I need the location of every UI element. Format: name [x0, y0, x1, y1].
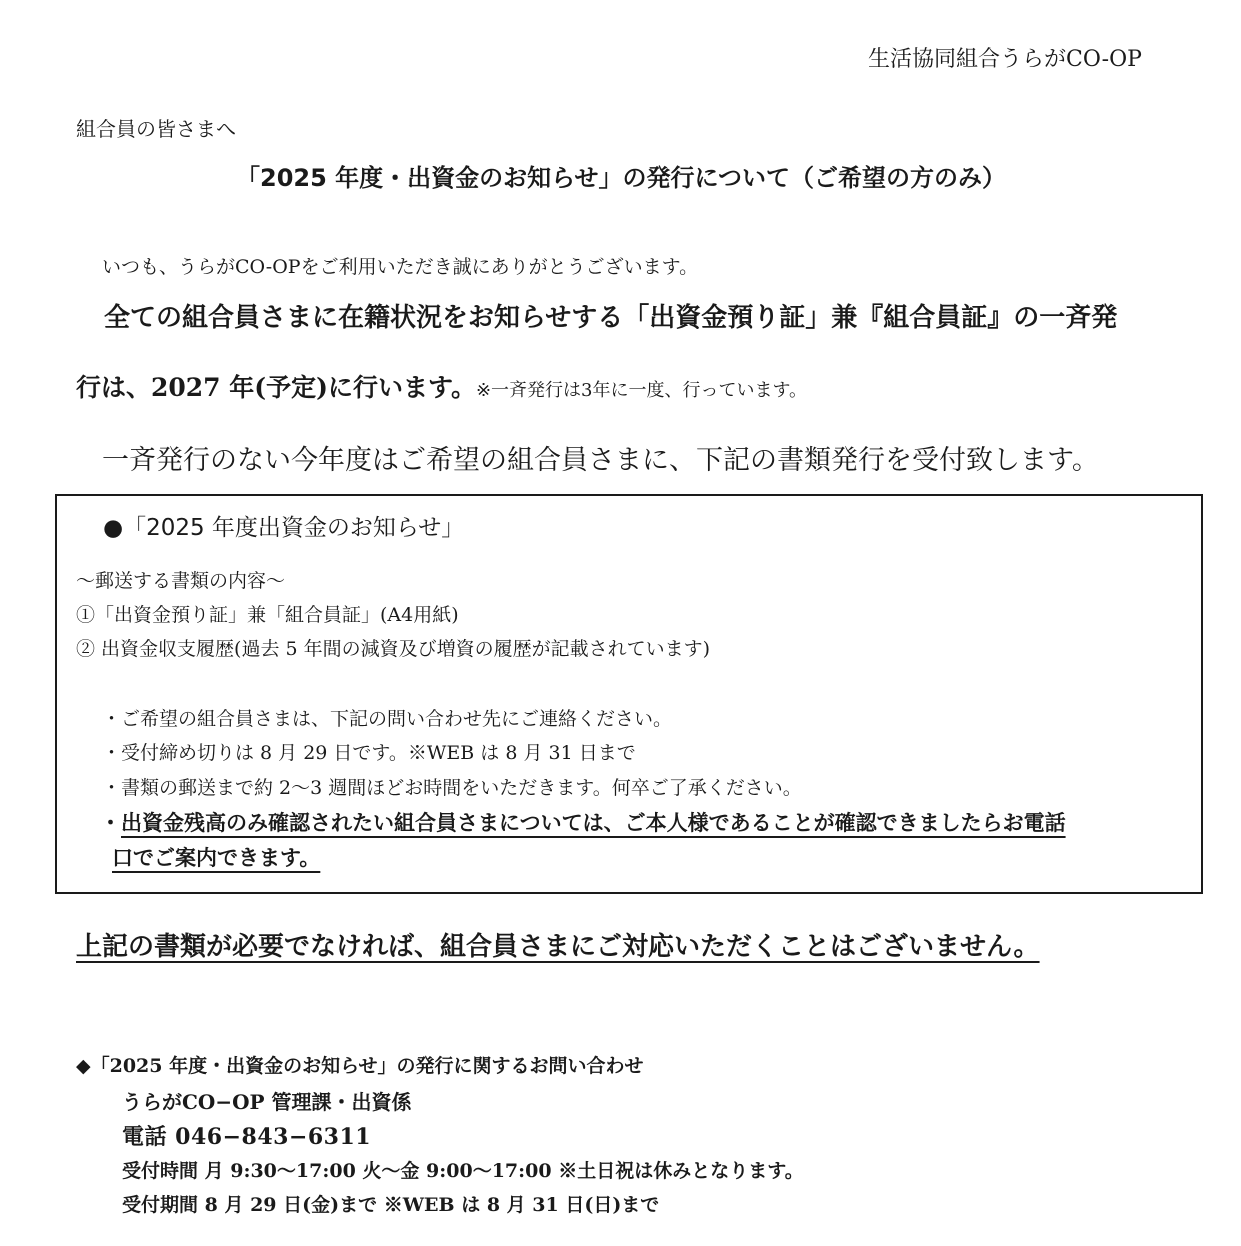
info-bullet-2: ・受付締め切りは 8 月 29 日です。※WEB は 8 月 31 日まで — [102, 742, 636, 764]
info-bullet-4-continued — [112, 842, 320, 872]
greeting: 組合員の皆さまへ — [76, 117, 236, 141]
contact-title: ◆「2025 年度・出資金のお知らせ」の発行に関するお問い合わせ — [76, 1055, 644, 1077]
contact-phone: 電話 046−843−6311 — [122, 1124, 372, 1150]
info-box-title: ●「2025 年度出資金のお知らせ」 — [103, 515, 465, 541]
organization-name: 生活協同組合うらがCO-OP — [868, 47, 1142, 72]
info-bullet-4 — [100, 807, 1066, 837]
intro-line-2-note: ※一斉発行は3年に一度、行っています。 — [475, 380, 808, 401]
info-bullet-4-text: 出資金残高のみ確認されたい組合員さまについては、ご本人様であることが確認できましたらお電話 — [121, 810, 1066, 835]
document-item-1: ①「出資金預り証」兼「組合員証」(A4用紙) — [76, 604, 459, 626]
notice-text-underlined: 上記の書類が必要でなければ、組合員さまにご対応いただくことはございません。 — [76, 932, 1040, 962]
document-item-2: ② 出資金収支履歴(過去 5 年間の減資及び増資の履歴が記載されています) — [76, 638, 711, 660]
intro-line-2-continued — [76, 368, 807, 404]
page-title: 「2025 年度・出資金のお知らせ」の発行について（ご希望の方のみ） — [236, 164, 1006, 192]
info-bullet-4-text-2: 口でご案内できます。 — [112, 845, 321, 870]
contact-period: 受付期間 8 月 29 日(金)まで ※WEB は 8 月 31 日(日)まで — [122, 1194, 660, 1216]
contact-hours: 受付時間 月 9:30〜17:00 火〜金 9:00〜17:00 ※土日祝は休みとなります。 — [122, 1160, 804, 1182]
intro-line-2: 全ての組合員さまに在籍状況をお知らせする「出資金預り証」兼『組合員証』の一斉発 — [104, 303, 1118, 333]
info-bullet-3: ・書類の郵送まで約 2〜3 週間ほどお時間をいただきます。何卒ご了承ください。 — [102, 777, 802, 799]
intro-line-3: 一斉発行のない今年度はご希望の組合員さまに、下記の書類発行を受付致します。 — [102, 445, 1099, 476]
contact-organization: うらがCO−OP 管理課・出資係 — [122, 1090, 412, 1114]
intro-line-2-text: 行は、2027 年(予定)に行います。 — [76, 373, 476, 402]
info-bullet-1: ・ご希望の組合員さまは、下記の問い合わせ先にご連絡ください。 — [102, 708, 673, 730]
notice-text — [76, 926, 1040, 963]
info-bullet-4-mark: ・ — [100, 810, 121, 835]
info-box-subtitle: 〜郵送する書類の内容〜 — [76, 570, 286, 592]
intro-line-1: いつも、うらがCO-OPをご利用いただき誠にありがとうございます。 — [102, 256, 699, 278]
